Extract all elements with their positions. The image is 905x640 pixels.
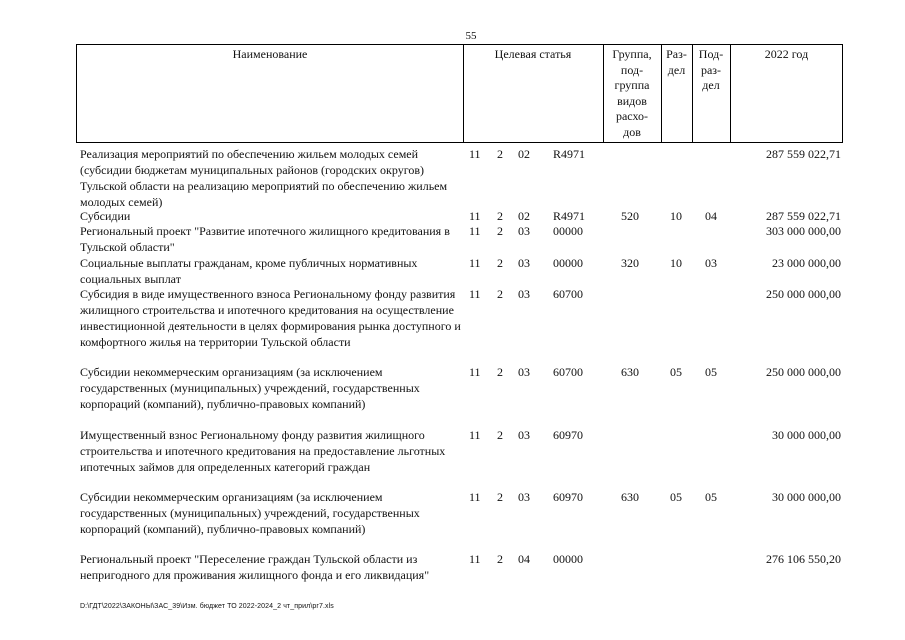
row-code-direction: 60700	[553, 365, 583, 379]
row-code-subprogram: 2	[497, 365, 503, 379]
row-code-program: 11	[469, 552, 481, 566]
row-name: Региональный проект "Развитие ипотечного жилищного кредитования в Тульской области"	[80, 224, 450, 254]
header-group: Группа, под- группа видов расхо- дов	[612, 47, 652, 139]
row-amount: 250 000 000,00	[766, 365, 841, 379]
row-amount: 23 000 000,00	[772, 256, 841, 270]
row-code-event: 04	[518, 552, 530, 566]
row-code-direction: 60700	[553, 287, 583, 301]
row-section: 10	[670, 256, 682, 270]
row-name: Реализация мероприятий по обеспечению жильем молодых семей (субсидии бюджетам муниципальных районов (городских округов) Тульской области на реализацию мероприятий по обеспечению жильем молодых семей)	[80, 147, 448, 209]
row-section: 05	[670, 365, 682, 379]
row-code-direction: 00000	[553, 552, 583, 566]
row-subsection: 04	[705, 209, 717, 223]
row-name: Субсидии	[80, 209, 131, 223]
row-name: Субсидии некоммерческим организациям (за исключением государственных (муниципальных) учреждений, государственных корпораций (компаний), публично-правовых компаний)	[80, 365, 420, 411]
row-code-program: 11	[469, 490, 481, 504]
row-code-subprogram: 2	[497, 147, 503, 161]
row-group: 630	[621, 490, 639, 504]
row-section: 10	[670, 209, 682, 223]
row-code-subprogram: 2	[497, 256, 503, 270]
header-target: Целевая статья	[494, 47, 572, 61]
row-amount: 303 000 000,00	[766, 224, 841, 238]
row-code-event: 03	[518, 287, 530, 301]
row-code-event: 02	[518, 147, 530, 161]
row-code-event: 03	[518, 256, 530, 270]
row-subsection: 03	[705, 256, 717, 270]
row-code-program: 11	[469, 428, 481, 442]
row-amount: 287 559 022,71	[766, 209, 841, 223]
row-code-direction: 60970	[553, 428, 583, 442]
row-section: 05	[670, 490, 682, 504]
row-amount: 287 559 022,71	[766, 147, 841, 161]
row-code-program: 11	[469, 365, 481, 379]
row-subsection: 05	[705, 490, 717, 504]
header-year: 2022 год	[764, 47, 809, 61]
row-code-direction: 00000	[553, 224, 583, 238]
row-code-program: 11	[469, 209, 481, 223]
row-code-event: 03	[518, 224, 530, 238]
row-code-subprogram: 2	[497, 490, 503, 504]
row-code-program: 11	[469, 287, 481, 301]
row-code-direction: R4971	[553, 147, 586, 161]
row-code-subprogram: 2	[497, 209, 503, 223]
file-path-footer: D:\ГДТ\2022\ЗАКОНЫ\ЗАС_39\Изм. бюджет ТО 2022-2024_2 чт_прил\рг7.xls	[80, 603, 334, 610]
row-code-direction: 00000	[553, 256, 583, 270]
row-code-event: 03	[518, 490, 530, 504]
row-code-event: 03	[518, 428, 530, 442]
row-name: Субсидия в виде имущественного взноса Региональному фонду развития жилищного строительства и ипотечного кредитования на осуществление инвестиционной деятельности в целях формирования рынка доступного и комфортного жилья на территории Тульской области	[80, 287, 461, 349]
row-code-program: 11	[469, 224, 481, 238]
row-code-event: 02	[518, 209, 530, 223]
row-amount: 250 000 000,00	[766, 287, 841, 301]
row-group: 630	[621, 365, 639, 379]
row-code-program: 11	[469, 256, 481, 270]
header-name: Наименование	[232, 47, 308, 61]
row-group: 520	[621, 209, 639, 223]
page-number: 55	[465, 30, 477, 42]
header-section: Раз- дел	[666, 47, 687, 77]
row-name: Социальные выплаты гражданам, кроме публичных нормативных социальных выплат	[80, 256, 418, 286]
row-amount: 30 000 000,00	[772, 428, 841, 442]
row-code-subprogram: 2	[497, 224, 503, 238]
row-code-subprogram: 2	[497, 552, 503, 566]
row-code-event: 03	[518, 365, 530, 379]
row-name: Региональный проект "Переселение граждан Тульской области из непригодного для проживания жилищного фонда и его ликвидация"	[80, 552, 430, 582]
row-code-subprogram: 2	[497, 428, 503, 442]
row-code-direction: R4971	[553, 209, 586, 223]
row-code-subprogram: 2	[497, 287, 503, 301]
row-code-direction: 60970	[553, 490, 583, 504]
row-subsection: 05	[705, 365, 717, 379]
row-group: 320	[621, 256, 639, 270]
row-amount: 30 000 000,00	[772, 490, 841, 504]
row-name: Имущественный взнос Региональному фонду развития жилищного строительства и ипотечного кредитования на предоставление льготных ипотечных займов для определенных категорий граждан	[80, 428, 446, 474]
header-subsection: Под- раз- дел	[698, 47, 724, 92]
table-header	[76, 44, 843, 143]
row-name: Субсидии некоммерческим организациям (за исключением государственных (муниципальных) учреждений, государственных корпораций (компаний), публично-правовых компаний)	[80, 490, 420, 536]
row-code-program: 11	[469, 147, 481, 161]
row-amount: 276 106 550,20	[766, 552, 841, 566]
